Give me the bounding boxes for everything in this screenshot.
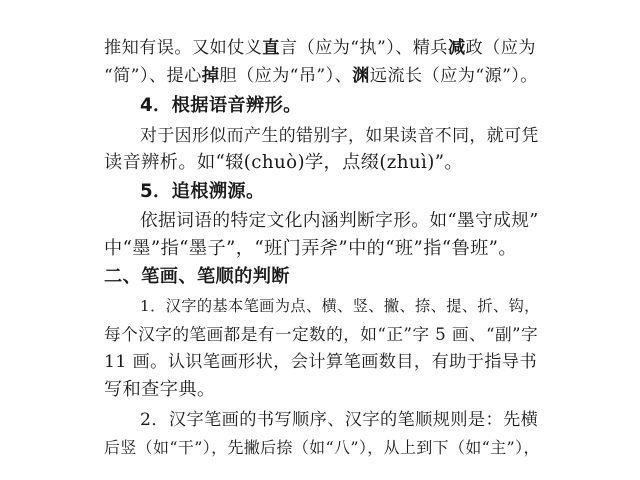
heading-text: 二、笔画、笔顺的判断 [104, 266, 290, 287]
text-segment: 2．汉字笔画的书写顺序、汉字的笔顺规则是：先横 [140, 410, 539, 430]
text-line-11 [104, 320, 540, 348]
text-segment: “简”）、提心 [104, 66, 202, 86]
text-line-12 [104, 348, 540, 376]
text-line-2 [104, 62, 540, 90]
heading-text: 4．根据语音辨形。 [140, 95, 302, 116]
text-segment: 后竖（如“干”），先撇后捺（如“八”），从上到下（如“主”）， [104, 438, 540, 457]
text-line-10 [140, 292, 540, 320]
bold-char: 渊 [352, 66, 370, 86]
text-segment: 政（应为 [465, 38, 536, 58]
text-segment: 读音辨析。如“辍(chuò)学，点缀(zhuì)”。 [104, 152, 464, 173]
bold-char: 直 [262, 38, 280, 58]
text-line-7 [140, 207, 540, 235]
text-segment: 推知有误。又如仗义 [104, 38, 263, 58]
text-line-4 [140, 121, 540, 149]
text-segment: 依据词语的特定文化内涵判断字形。如“墨守成规” [140, 211, 539, 231]
bold-char: 减 [447, 38, 466, 58]
text-line-14 [140, 406, 540, 434]
text-segment: 言（应为“执”）、精兵 [279, 38, 448, 58]
text-line-1 [104, 34, 540, 62]
text-segment: 1．汉字的基本笔画为点、横、竖、撇、捺、提、折、钩， [140, 297, 540, 315]
section-heading-5 [140, 178, 540, 206]
text-line-8 [104, 235, 540, 263]
text-segment: 每个汉字的笔画都是有一定数的，如“正”字 5 画、“副”字 [104, 324, 539, 344]
text-segment: 胆（应为“吊”）、 [219, 66, 353, 86]
text-segment: 11 画。认识笔画形状，会计算笔画数目，有助于指导书 [104, 352, 538, 372]
text-line-5 [104, 149, 540, 177]
text-line-15 [104, 434, 540, 462]
text-line-13 [104, 376, 540, 404]
chapter-heading-2 [104, 263, 540, 291]
bold-char: 掉 [201, 66, 220, 86]
section-heading-4 [140, 92, 540, 120]
text-segment: 远流长（应为“源”）。 [369, 66, 538, 86]
text-segment: 对于因形似而产生的错别字，如果读音不同，就可凭 [140, 125, 539, 145]
text-segment: 写和查字典。 [104, 379, 216, 400]
heading-text: 5．追根溯源。 [140, 181, 265, 202]
text-segment: 中“墨”指“墨子”，“班门弄斧”中的“班”指“鲁班”。 [104, 238, 517, 259]
